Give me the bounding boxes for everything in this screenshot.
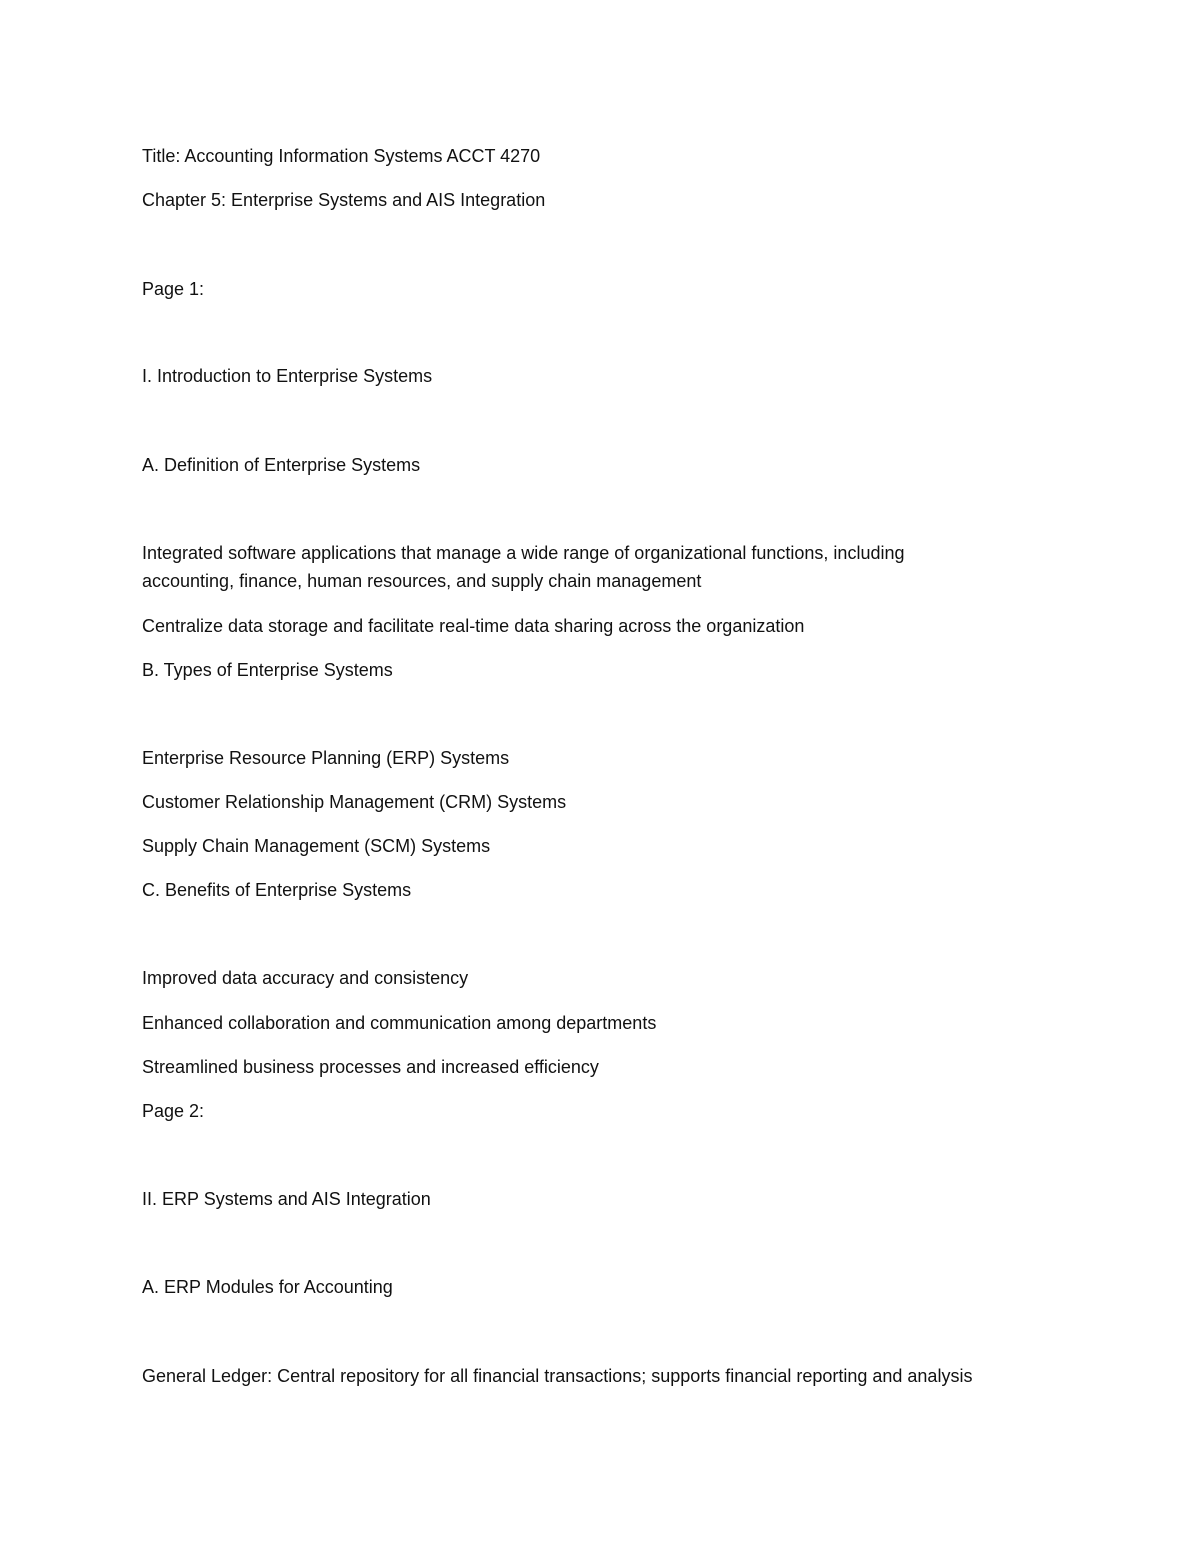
- general-ledger-point: General Ledger: Central repository for all financial transactions; supports financial reporting and analysis: [142, 1366, 973, 1386]
- subsection-a-heading: A. Definition of Enterprise Systems: [142, 455, 421, 475]
- page-2-label: Page 2:: [142, 1101, 205, 1121]
- definition-line-2: accounting, finance, human resources, and supply chain management: [142, 571, 702, 591]
- page-1-label: Page 1:: [142, 279, 205, 299]
- list-item: Improved data accuracy and consistency: [142, 968, 469, 988]
- list-item: Streamlined business processes and increased efficiency: [142, 1057, 599, 1077]
- document-title: Title: Accounting Information Systems ACCT 4270: [142, 146, 541, 166]
- list-item: Supply Chain Management (SCM) Systems: [142, 836, 491, 856]
- list-item: Customer Relationship Management (CRM) Systems: [142, 792, 567, 812]
- section-2-subsection-a-heading: A. ERP Modules for Accounting: [142, 1277, 393, 1297]
- list-item: Enterprise Resource Planning (ERP) Systems: [142, 748, 510, 768]
- subsection-b-heading: B. Types of Enterprise Systems: [142, 660, 393, 680]
- subsection-c-heading: C. Benefits of Enterprise Systems: [142, 880, 412, 900]
- section-1-heading: I. Introduction to Enterprise Systems: [142, 366, 433, 386]
- definition-line-1: Integrated software applications that manage a wide range of organizational functions, including: [142, 543, 905, 563]
- chapter-title: Chapter 5: Enterprise Systems and AIS Integration: [142, 190, 546, 210]
- list-item: Enhanced collaboration and communication among departments: [142, 1013, 657, 1033]
- definition-point-2: Centralize data storage and facilitate real-time data sharing across the organization: [142, 616, 805, 636]
- section-2-heading: II. ERP Systems and AIS Integration: [142, 1189, 431, 1209]
